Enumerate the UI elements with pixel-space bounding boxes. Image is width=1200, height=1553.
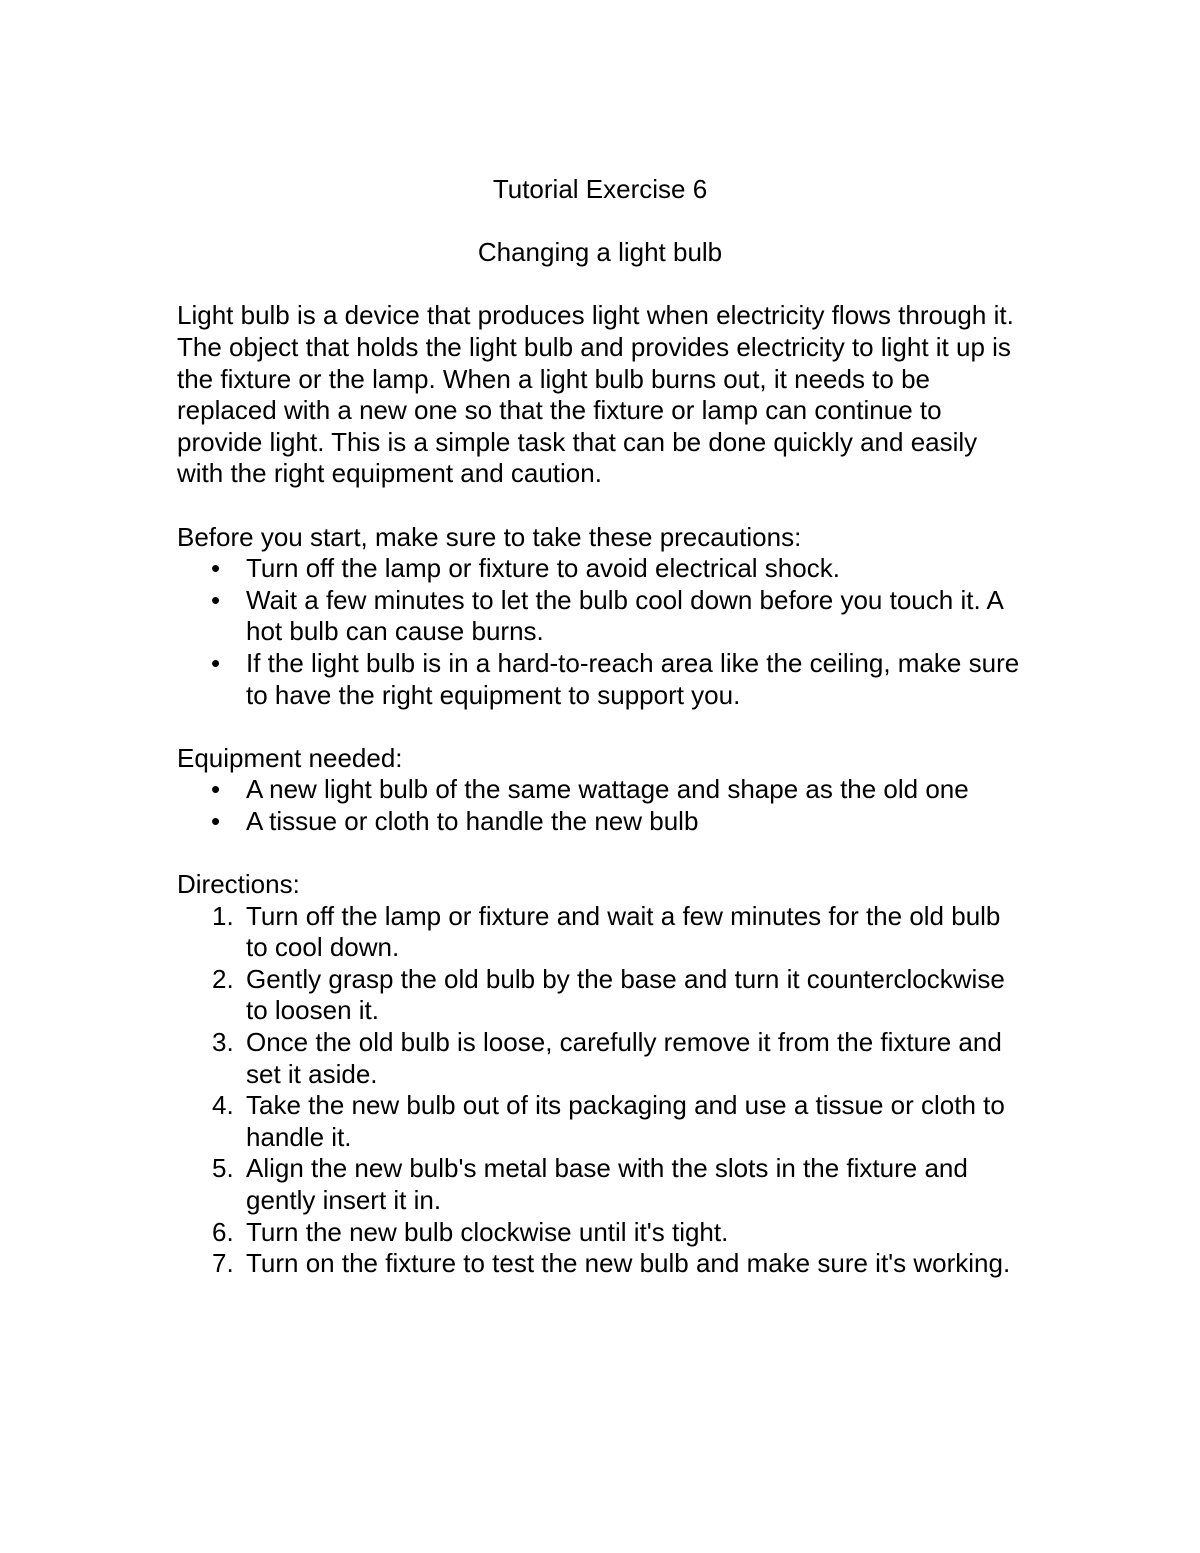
step-text: Align the new bulb's metal base with the slots in the fixture and gently insert it in. [246,1153,968,1215]
list-item-text: Turn off the lamp or fixture to avoid electrical shock. [246,553,840,584]
list-item-text: A tissue or cloth to handle the new bulb [246,805,699,836]
precautions-section [177,522,1027,712]
list-item-text: Wait a few minutes to let the bulb cool down before you touch it. A hot bulb can cause burns. [246,584,1003,647]
step-number: 4. [212,1090,234,1121]
document-title: Tutorial Exercise 6 [492,174,708,204]
equipment-section [177,743,1027,838]
bullet-icon: • [211,647,221,678]
step-text: Turn the new bulb clockwise until it's tight. [246,1216,729,1247]
step-item [177,1248,1027,1280]
bullet-icon: • [211,553,221,584]
step-item [177,1217,1027,1249]
document-page [177,174,1027,1280]
step-item [177,1027,1027,1090]
step-number: 1. [212,900,234,931]
bullet-icon: • [211,774,221,805]
step-text: Turn on the fixture to test the new bulb and make sure it's working. [246,1248,1011,1279]
step-text: Turn off the lamp or fixture and wait a few minutes for the old bulb to cool down. [246,900,1001,963]
step-item [177,1153,1027,1216]
list-item-text: A new light bulb of the same wattage and shape as the old one [246,774,969,805]
list-item [177,806,1027,838]
intro-paragraph: Light bulb is a device that produces light when electricity flows through it. The object that holds the light bulb and provides electricity to light it up is the fixture or the lamp. When a light bulb burns out, it needs to be replaced with a new one so that the fixture or lamp can continue to provide light. This is a simple task that can be done quickly and easily with the right equipment and caution. [177,300,1014,489]
step-text: Once the old bulb is loose, carefully remove it from the fixture and set it aside. [246,1027,1002,1089]
step-item [177,1090,1027,1153]
step-number: 7. [212,1248,234,1279]
step-item [177,901,1027,964]
list-item-text: If the light bulb is in a hard-to-reach area like the ceiling, make sure to have the right equipment to support you. [246,647,1020,710]
document-subtitle: Changing a light bulb [477,237,723,268]
bullet-icon: • [211,584,221,615]
step-number: 3. [212,1027,234,1058]
step-text: Take the new bulb out of its packaging and use a tissue or cloth to handle it. [246,1090,1005,1152]
directions-list [177,901,1027,1280]
step-number: 6. [212,1216,234,1247]
precautions-heading: Before you start, make sure to take these precautions: [177,521,802,552]
step-number: 2. [212,963,234,994]
equipment-heading: Equipment needed: [177,742,403,773]
equipment-list [177,774,1027,837]
list-item [177,585,1027,648]
list-item [177,553,1027,585]
bullet-icon: • [211,805,221,836]
directions-heading: Directions: [177,869,300,900]
precautions-list [177,553,1027,711]
step-number: 5. [212,1153,234,1184]
list-item [177,774,1027,806]
step-text: Gently grasp the old bulb by the base and turn it counterclockwise to loosen it. [246,963,1005,1026]
list-item [177,648,1027,711]
directions-section [177,869,1027,1280]
step-item [177,964,1027,1027]
